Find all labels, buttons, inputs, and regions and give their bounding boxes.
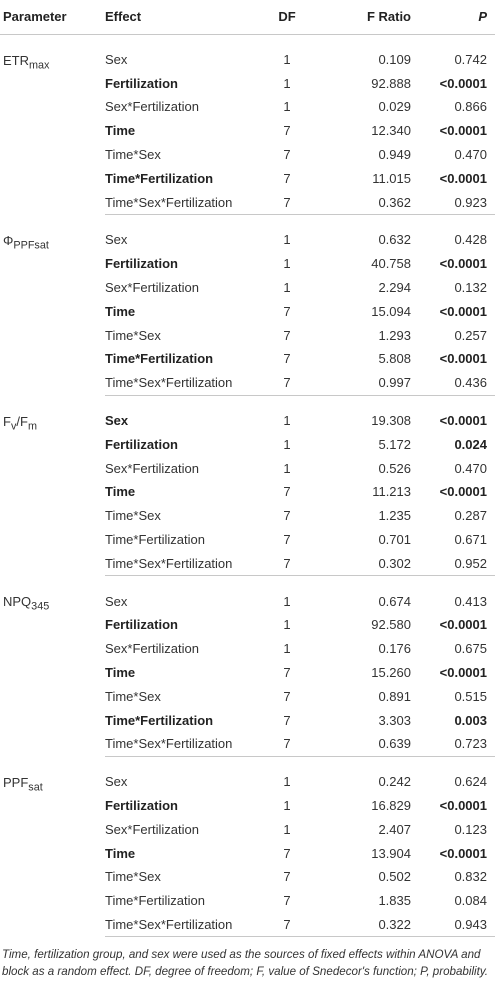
spacer-cell <box>105 576 252 590</box>
df-cell: 7 <box>283 845 291 861</box>
parameter-subscript: max <box>29 59 50 72</box>
spacer-cell <box>322 215 420 229</box>
f-ratio-cell: 0.322 <box>322 913 420 937</box>
effect-cell: Time <box>105 665 136 681</box>
df-cell: 1 <box>283 280 291 296</box>
spacer-cell <box>420 34 495 48</box>
effect-cell: Sex*Fertilization <box>105 460 199 476</box>
effect-cell: Time*Fertilization <box>105 893 205 909</box>
p-value-cell: 0.287 <box>454 508 487 524</box>
effect-cell: Time*Sex*Fertilization <box>105 371 252 395</box>
p-value-cell: 0.671 <box>454 532 487 548</box>
f-ratio-cell: 12.340 <box>371 123 411 139</box>
df-cell: 7 <box>283 508 291 524</box>
df-cell: 1 <box>283 256 291 272</box>
spacer-cell <box>322 756 420 770</box>
group-spacer <box>0 34 495 48</box>
parameter-cell <box>0 770 105 937</box>
df-cell: 7 <box>283 484 291 500</box>
effect-cell: Fertilization <box>105 798 178 813</box>
spacer-cell <box>252 756 322 770</box>
effect-cell: Fertilization <box>105 256 178 272</box>
f-ratio-cell: 92.580 <box>371 617 411 633</box>
effect-cell: Fertilization <box>105 617 178 633</box>
parameter-name: ETR <box>3 52 29 68</box>
p-value-cell: 0.515 <box>454 688 487 704</box>
df-cell: 7 <box>283 170 291 186</box>
effect-cell: Time <box>105 845 136 861</box>
table-row <box>0 228 495 252</box>
effect-cell: Time*Sex <box>105 688 161 704</box>
p-value-cell: 0.923 <box>420 190 495 214</box>
parameter-cell <box>0 589 105 756</box>
df-cell: 7 <box>283 893 291 909</box>
p-value-cell: <0.0001 <box>439 845 487 861</box>
effect-cell: Time*Sex <box>105 869 161 885</box>
effect-cell: Sex <box>105 413 129 429</box>
df-cell: 1 <box>283 617 291 633</box>
p-value-cell: <0.0001 <box>439 303 487 319</box>
f-ratio-cell: 5.172 <box>378 436 411 452</box>
df-cell: 1 <box>283 821 291 837</box>
parameter-subscript: PPFsat <box>13 239 49 252</box>
p-value-cell: 0.675 <box>454 641 487 657</box>
spacer-cell <box>420 576 495 590</box>
table-row <box>0 409 495 433</box>
spacer-cell <box>252 215 322 229</box>
df-cell: 7 <box>283 688 291 704</box>
f-ratio-cell: 2.294 <box>378 280 411 296</box>
f-ratio-cell: 0.639 <box>322 732 420 756</box>
p-value-cell: 0.257 <box>454 327 487 343</box>
f-ratio-cell: 0.029 <box>378 99 411 115</box>
p-value-cell: <0.0001 <box>439 665 487 681</box>
effect-cell: Sex <box>105 51 128 67</box>
spacer-cell <box>0 395 105 409</box>
f-ratio-cell: 0.701 <box>378 532 411 548</box>
f-ratio-cell: 0.302 <box>322 551 420 575</box>
header-f-ratio: F Ratio <box>322 0 420 34</box>
header-p: P <box>420 0 495 34</box>
f-ratio-cell: 11.213 <box>372 484 411 500</box>
spacer-cell <box>252 34 322 48</box>
df-cell: 7 <box>252 551 322 575</box>
df-cell: 1 <box>283 460 291 476</box>
df-cell: 1 <box>283 593 291 609</box>
p-value-cell: 0.470 <box>454 460 487 476</box>
df-cell: 7 <box>283 303 291 319</box>
df-cell: 7 <box>283 123 291 139</box>
p-value-cell: <0.0001 <box>439 256 487 272</box>
p-value-cell: 0.123 <box>454 821 487 837</box>
f-ratio-cell: 0.109 <box>378 51 411 67</box>
effect-cell: Sex*Fertilization <box>105 280 199 296</box>
p-value-cell: 0.470 <box>454 147 487 163</box>
effect-cell: Time*Fertilization <box>105 532 205 548</box>
effect-cell: Time*Fertilization <box>105 351 214 367</box>
df-cell: 1 <box>283 75 291 91</box>
effect-cell: Time*Sex*Fertilization <box>105 190 252 214</box>
effect-cell: Sex <box>105 593 128 609</box>
p-value-cell: 0.943 <box>420 913 495 937</box>
f-ratio-cell: 0.502 <box>378 869 411 885</box>
parameter-cell <box>0 409 105 576</box>
effect-cell: Sex <box>105 774 128 790</box>
effect-cell: Time*Sex <box>105 508 161 524</box>
effect-cell: Sex*Fertilization <box>105 821 199 837</box>
parameter-name: F <box>3 413 11 429</box>
p-value-cell: 0.024 <box>454 436 487 452</box>
spacer-cell <box>322 576 420 590</box>
df-cell: 7 <box>283 351 291 367</box>
spacer-cell <box>105 395 252 409</box>
p-value-cell: 0.742 <box>454 51 487 67</box>
parameter-name-part2: /F <box>16 413 28 429</box>
df-cell: 7 <box>252 732 322 756</box>
table-row <box>0 589 495 613</box>
group-spacer <box>0 395 495 409</box>
header-df: DF <box>252 0 322 34</box>
p-value-cell: <0.0001 <box>439 798 487 813</box>
f-ratio-cell: 15.260 <box>371 665 411 681</box>
table-row <box>0 48 495 72</box>
p-value-cell: <0.0001 <box>439 617 487 633</box>
spacer-cell <box>322 395 420 409</box>
df-cell: 7 <box>283 532 291 548</box>
f-ratio-cell: 16.829 <box>371 798 411 813</box>
p-value-cell: 0.413 <box>454 593 487 609</box>
p-value-cell: 0.003 <box>454 712 487 728</box>
df-cell: 1 <box>283 798 291 813</box>
effect-cell: Sex <box>105 232 128 248</box>
effect-cell: Time*Fertilization <box>105 170 214 186</box>
df-cell: 1 <box>283 51 291 67</box>
p-value-cell: 0.624 <box>454 774 487 790</box>
parameter-subscript: v <box>10 420 17 433</box>
p-value-cell: <0.0001 <box>439 75 487 91</box>
header-effect: Effect <box>105 0 252 34</box>
effect-cell: Time <box>105 484 136 500</box>
f-ratio-cell: 0.949 <box>378 147 411 163</box>
effect-cell: Time*Sex <box>105 147 161 163</box>
f-ratio-cell: 13.904 <box>371 845 411 861</box>
p-value-cell: 0.132 <box>454 280 487 296</box>
spacer-cell <box>420 756 495 770</box>
df-cell: 1 <box>283 232 291 248</box>
parameter-name: NPQ <box>3 594 32 610</box>
table-footnote: Time, fertilization group, and sex were used as the sources of fixed effects within ANOVA and block as a random effect. DF, degree of freedom; F, value of Snedecor's function; P, probability. <box>2 948 488 979</box>
f-ratio-cell: 3.303 <box>378 712 411 728</box>
spacer-cell <box>105 215 252 229</box>
effect-cell: Time*Sex*Fertilization <box>105 732 252 756</box>
f-ratio-cell: 1.835 <box>378 893 411 909</box>
f-ratio-cell: 1.235 <box>378 508 411 524</box>
spacer-cell <box>0 756 105 770</box>
df-cell: 1 <box>283 99 291 115</box>
p-value-cell: 0.952 <box>420 551 495 575</box>
effect-cell: Sex*Fertilization <box>105 99 199 115</box>
f-ratio-cell: 40.758 <box>371 256 411 272</box>
spacer-cell <box>252 395 322 409</box>
parameter-name: Φ <box>3 233 14 249</box>
p-value-cell: <0.0001 <box>439 413 487 429</box>
p-value-cell: <0.0001 <box>439 484 487 500</box>
df-cell: 7 <box>252 913 322 937</box>
p-value-cell: 0.436 <box>420 371 495 395</box>
df-cell: 7 <box>283 327 291 343</box>
header-parameter: Parameter <box>0 0 105 34</box>
effect-cell: Fertilization <box>105 75 178 91</box>
effect-cell: Time*Sex*Fertilization <box>105 551 252 575</box>
f-ratio-cell: 1.293 <box>378 327 411 343</box>
f-ratio-cell: 0.242 <box>378 774 411 790</box>
p-value-cell: <0.0001 <box>439 123 487 139</box>
spacer-cell <box>322 34 420 48</box>
df-cell: 7 <box>283 665 291 681</box>
f-ratio-cell: 0.632 <box>378 232 411 248</box>
f-ratio-cell: 11.015 <box>372 170 411 186</box>
parameter-subscript-2: m <box>27 420 37 433</box>
spacer-cell <box>420 215 495 229</box>
f-ratio-cell: 0.362 <box>322 190 420 214</box>
df-cell: 1 <box>283 436 291 452</box>
df-cell: 7 <box>252 371 322 395</box>
spacer-cell <box>252 576 322 590</box>
effect-cell: Time <box>105 303 136 319</box>
table-row <box>0 770 495 794</box>
p-value-cell: 0.723 <box>420 732 495 756</box>
group-spacer <box>0 215 495 229</box>
parameter-cell <box>0 228 105 395</box>
df-cell: 7 <box>283 869 291 885</box>
f-ratio-cell: 0.891 <box>378 688 411 704</box>
df-cell: 7 <box>252 190 322 214</box>
df-cell: 7 <box>283 712 291 728</box>
spacer-cell <box>420 395 495 409</box>
spacer-cell <box>0 576 105 590</box>
group-spacer <box>0 576 495 590</box>
effect-cell: Sex*Fertilization <box>105 641 199 657</box>
effect-cell: Time*Sex*Fertilization <box>105 913 252 937</box>
group-spacer <box>0 756 495 770</box>
effect-cell: Fertilization <box>105 436 178 452</box>
df-cell: 7 <box>283 147 291 163</box>
p-value-cell: 0.084 <box>454 893 487 909</box>
spacer-cell <box>0 34 105 48</box>
f-ratio-cell: 0.526 <box>378 460 411 476</box>
parameter-name: PPF <box>3 774 29 790</box>
spacer-cell <box>105 34 252 48</box>
p-value-cell: <0.0001 <box>439 351 487 367</box>
spacer-cell <box>0 215 105 229</box>
f-ratio-cell: 15.094 <box>371 303 411 319</box>
header-row <box>0 0 495 34</box>
p-value-cell: 0.832 <box>454 869 487 885</box>
f-ratio-cell: 19.308 <box>371 413 411 429</box>
parameter-subscript: 345 <box>31 600 50 613</box>
df-cell: 1 <box>283 641 291 657</box>
spacer-cell <box>105 756 252 770</box>
f-ratio-cell: 0.997 <box>322 371 420 395</box>
effect-cell: Time*Fertilization <box>105 712 214 728</box>
p-value-cell: 0.428 <box>454 232 487 248</box>
f-ratio-cell: 5.808 <box>378 351 411 367</box>
parameter-subscript: sat <box>28 781 43 794</box>
f-ratio-cell: 0.176 <box>378 641 411 657</box>
df-cell: 1 <box>283 413 291 429</box>
table-body <box>0 34 495 937</box>
f-ratio-cell: 92.888 <box>371 75 411 91</box>
df-cell: 1 <box>283 774 291 790</box>
effect-cell: Time <box>105 123 136 139</box>
p-value-cell: <0.0001 <box>439 170 487 186</box>
parameter-cell <box>0 48 105 215</box>
f-ratio-cell: 0.674 <box>378 593 411 609</box>
f-ratio-cell: 2.407 <box>378 821 411 837</box>
p-value-cell: 0.866 <box>454 99 487 115</box>
effect-cell: Time*Sex <box>105 327 161 343</box>
